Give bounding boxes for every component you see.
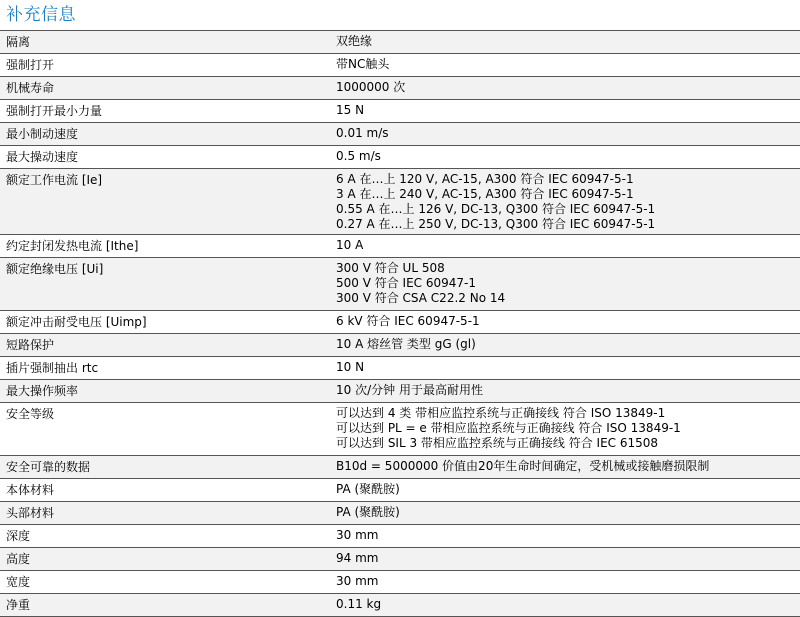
value-line: 500 V 符合 IEC 60947-1	[336, 276, 477, 290]
row-value	[328, 525, 800, 547]
value-line: 10 次/分钟 用于最高耐用性	[336, 383, 483, 397]
row-label: 深度	[6, 529, 31, 543]
value-line: 可以达到 SIL 3 带相应监控系统与正确接线 符合 IEC 61508	[336, 436, 659, 450]
value-line: 双绝缘	[336, 34, 373, 48]
row-value	[328, 456, 800, 478]
row-value	[328, 571, 800, 593]
value-line: 10 A 熔丝管 类型 gG (gl)	[336, 337, 476, 351]
value-line: 15 N	[336, 103, 365, 117]
value-line: 0.27 A 在…上 250 V, DC-13, Q300 符合 IEC 60947-5-1	[336, 217, 656, 231]
row-value	[328, 594, 800, 616]
value-line: 可以达到 PL = e 带相应监控系统与正确接线 符合 ISO 13849-1	[336, 421, 681, 435]
table-row	[0, 334, 800, 357]
table-row	[0, 77, 800, 100]
value-line: 0.55 A 在…上 126 V, DC-13, Q300 符合 IEC 60947-5-1	[336, 202, 656, 216]
row-label: 最大操动速度	[6, 150, 79, 164]
table-row	[0, 525, 800, 548]
row-label: 强制打开	[6, 58, 55, 72]
row-label: 本体材料	[6, 483, 55, 497]
value-line: 10 A	[336, 238, 364, 252]
row-label: 插片强制抽出 rtc	[6, 361, 99, 375]
value-line: 10 N	[336, 360, 365, 374]
row-label: 约定封闭发热电流 [Ithe]	[6, 239, 139, 253]
value-line: PA (聚酰胺)	[336, 505, 400, 519]
row-label: 最大操作频率	[6, 384, 79, 398]
row-value	[328, 123, 800, 145]
table-row	[0, 502, 800, 525]
row-value	[328, 169, 800, 234]
row-label: 最小制动速度	[6, 127, 79, 141]
section-title: 补充信息	[6, 5, 76, 25]
value-line: 30 mm	[336, 574, 379, 588]
row-label: 头部材料	[6, 506, 55, 520]
value-line: 300 V 符合 UL 508	[336, 261, 445, 275]
row-value	[328, 31, 800, 53]
value-line: 1000000 次	[336, 80, 406, 94]
value-line: 0.01 m/s	[336, 126, 389, 140]
value-line: 3 A 在…上 240 V, AC-15, A300 符合 IEC 60947-5-1	[336, 187, 634, 201]
value-line: 带NC触头	[336, 57, 390, 71]
row-value	[328, 502, 800, 524]
table-row	[0, 100, 800, 123]
table-row	[0, 54, 800, 77]
table-row	[0, 548, 800, 571]
row-label: 强制打开最小力量	[6, 104, 103, 118]
table-row	[0, 594, 800, 617]
value-line: 94 mm	[336, 551, 379, 565]
row-value	[328, 77, 800, 99]
row-value	[328, 357, 800, 379]
row-value	[328, 54, 800, 76]
row-label: 隔离	[6, 35, 31, 49]
row-value	[328, 548, 800, 570]
row-label: 额定绝缘电压 [Ui]	[6, 262, 104, 276]
row-value	[328, 479, 800, 501]
table-row	[0, 403, 800, 456]
row-label: 安全可靠的数据	[6, 460, 91, 474]
table-row	[0, 31, 800, 54]
row-value	[328, 146, 800, 168]
row-value	[328, 235, 800, 257]
value-line: 30 mm	[336, 528, 379, 542]
table-row	[0, 169, 800, 235]
row-label: 额定冲击耐受电压 [Uimp]	[6, 315, 147, 329]
row-label: 高度	[6, 552, 31, 566]
table-row	[0, 479, 800, 502]
table-row	[0, 357, 800, 380]
row-value	[328, 334, 800, 356]
table-row	[0, 123, 800, 146]
table-row	[0, 258, 800, 311]
table-row	[0, 571, 800, 594]
value-line: 300 V 符合 CSA C22.2 No 14	[336, 291, 506, 305]
row-label: 额定工作电流 [Ie]	[6, 173, 103, 187]
row-label: 宽度	[6, 575, 31, 589]
spec-table	[0, 30, 800, 617]
value-line: 6 kV 符合 IEC 60947-5-1	[336, 314, 480, 328]
row-value	[328, 100, 800, 122]
row-label: 净重	[6, 598, 31, 612]
value-line: 6 A 在…上 120 V, AC-15, A300 符合 IEC 60947-5-1	[336, 172, 634, 186]
value-line: 可以达到 4 类 带相应监控系统与正确接线 符合 ISO 13849-1	[336, 406, 666, 420]
value-line: B10d = 5000000 价值由20年生命时间确定，受机械或接触磨损限制	[336, 459, 710, 473]
value-line: PA (聚酰胺)	[336, 482, 400, 496]
table-row	[0, 380, 800, 403]
row-label: 安全等级	[6, 407, 55, 421]
value-line: 0.5 m/s	[336, 149, 381, 163]
table-row	[0, 146, 800, 169]
row-value	[328, 258, 800, 310]
row-label: 短路保护	[6, 338, 55, 352]
row-label: 机械寿命	[6, 81, 55, 95]
row-value	[328, 380, 800, 402]
value-line: 0.11 kg	[336, 597, 382, 611]
table-row	[0, 311, 800, 334]
row-value	[328, 403, 800, 455]
table-row	[0, 456, 800, 479]
row-value	[328, 311, 800, 333]
table-row	[0, 235, 800, 258]
